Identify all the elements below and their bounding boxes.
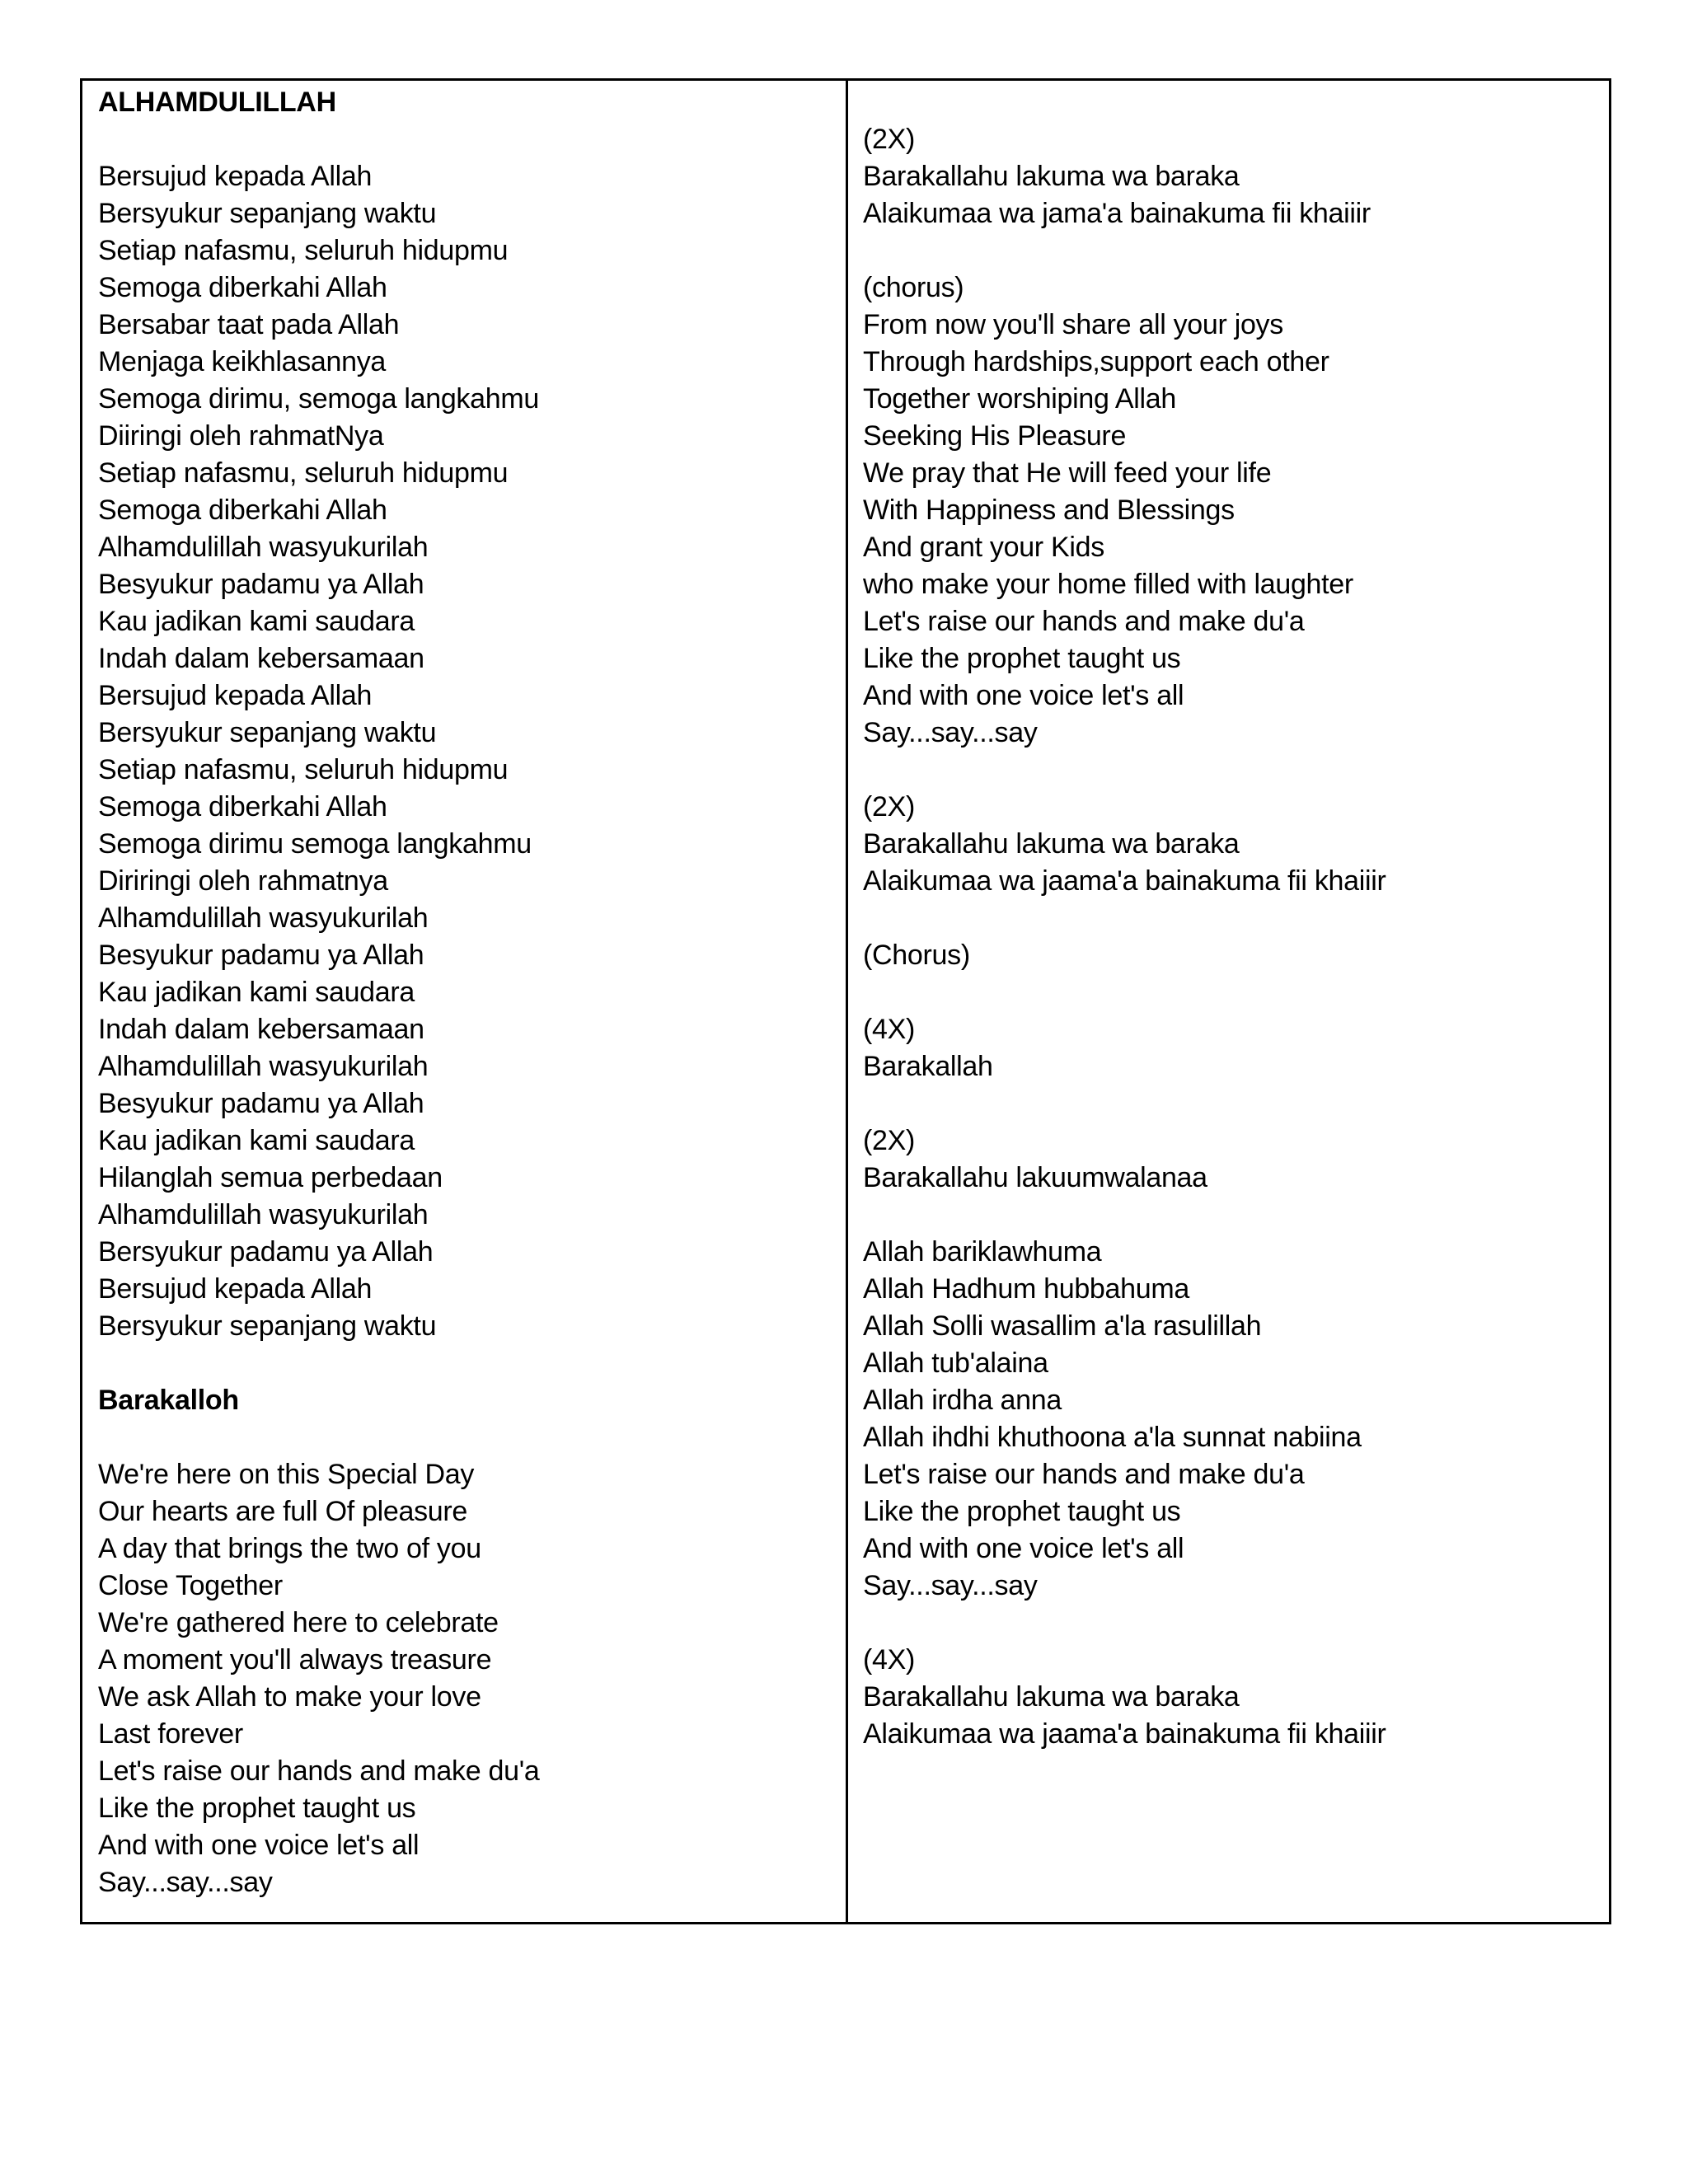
lyric-line: From now you'll share all your joys	[863, 309, 1283, 340]
lyric-line: Barakallahu lakuma wa baraka	[863, 1681, 1240, 1713]
lyric-line: Setiap nafasmu, seluruh hidupmu	[98, 457, 509, 489]
lyric-line: Semoga dirimu, semoga langkahmu	[98, 383, 539, 415]
lyric-line: (Chorus)	[863, 940, 970, 971]
lyric-line: Diiringi oleh rahmatNya	[98, 420, 384, 452]
lyric-line: Like the prophet taught us	[863, 1496, 1181, 1527]
blank-line	[863, 1605, 1601, 1642]
lyric-line: Let's raise our hands and make du'a	[863, 1459, 1305, 1490]
blank-line	[863, 974, 1601, 1011]
lyric-line: Alhamdulillah wasyukurilah	[98, 902, 429, 934]
lyric-line: Alaikumaa wa jama'a bainakuma fii khaiiir	[863, 198, 1371, 229]
lyric-line: Through hardships,support each other	[863, 346, 1329, 377]
lyric-line: And grant your Kids	[863, 532, 1104, 563]
lyric-line: Barakallahu lakuumwalanaa	[863, 1162, 1207, 1193]
lyric-line: Alhamdulillah wasyukurilah	[98, 1199, 429, 1230]
lyric-line: Bersyukur sepanjang waktu	[98, 1310, 437, 1342]
lyric-line: Kau jadikan kami saudara	[98, 1125, 415, 1156]
lyric-line: Bersujud kepada Allah	[98, 1273, 373, 1305]
lyric-line: (2X)	[863, 124, 916, 155]
lyric-line: And with one voice let's all	[863, 680, 1184, 711]
lyric-line: A day that brings the two of you	[98, 1533, 481, 1564]
lyric-line: (chorus)	[863, 272, 964, 303]
blank-line	[98, 121, 837, 158]
lyric-line: Bersujud kepada Allah	[98, 161, 373, 192]
lyric-line: And with one voice let's all	[863, 1533, 1184, 1564]
lyric-line: Menjaga keikhlasannya	[98, 346, 387, 377]
section-heading: Barakalloh	[98, 1385, 239, 1416]
lyrics-table	[80, 78, 1611, 1924]
lyric-line: Alaikumaa wa jaama'a bainakuma fii khaiiir	[863, 1718, 1386, 1750]
lyric-line: Alhamdulillah wasyukurilah	[98, 1051, 429, 1082]
lyric-line: Like the prophet taught us	[98, 1793, 416, 1824]
lyric-line: Alaikumaa wa jaama'a bainakuma fii khaiiir	[863, 865, 1386, 897]
lyric-line: Setiap nafasmu, seluruh hidupmu	[98, 235, 509, 266]
blank-line	[863, 84, 1601, 121]
lyric-line: Let's raise our hands and make du'a	[863, 606, 1305, 637]
lyric-line: (2X)	[863, 791, 916, 823]
lyric-line: A moment you'll always treasure	[98, 1644, 492, 1675]
lyric-line: Allah Hadhum hubbahuma	[863, 1273, 1190, 1305]
lyric-line: (4X)	[863, 1014, 916, 1045]
lyric-line: Kau jadikan kami saudara	[98, 977, 415, 1008]
blank-line	[863, 1085, 1601, 1122]
blank-line	[863, 232, 1601, 269]
lyric-line: We ask Allah to make your love	[98, 1681, 481, 1713]
lyric-line: Barakallahu lakuma wa baraka	[863, 161, 1240, 192]
lyric-line: Last forever	[98, 1718, 243, 1750]
lyric-line: Allah ihdhi khuthoona a'la sunnat nabiina	[863, 1422, 1362, 1453]
lyric-line: Semoga diberkahi Allah	[98, 494, 387, 526]
lyric-line: We're here on this Special Day	[98, 1459, 475, 1490]
lyric-line: Diriringi oleh rahmatnya	[98, 865, 388, 897]
lyric-line: Let's raise our hands and make du'a	[98, 1755, 540, 1787]
lyric-line: Semoga diberkahi Allah	[98, 272, 387, 303]
lyric-line: Setiap nafasmu, seluruh hidupmu	[98, 754, 509, 785]
lyric-line: Allah tub'alaina	[863, 1347, 1048, 1379]
right-column	[848, 81, 1609, 1922]
lyric-line: Together worshiping Allah	[863, 383, 1176, 415]
lyric-line: Say...say...say	[863, 717, 1038, 748]
lyric-line: Semoga diberkahi Allah	[98, 791, 387, 823]
lyric-line: Close Together	[98, 1570, 283, 1601]
lyric-line: Bersyukur padamu ya Allah	[98, 1236, 434, 1268]
blank-line	[98, 1419, 837, 1456]
lyric-line: Bersyukur sepanjang waktu	[98, 717, 437, 748]
lyric-line: Like the prophet taught us	[863, 643, 1181, 674]
lyric-line: Our hearts are full Of pleasure	[98, 1496, 468, 1527]
lyric-line: Bersyukur sepanjang waktu	[98, 198, 437, 229]
blank-line	[863, 900, 1601, 937]
lyric-line: With Happiness and Blessings	[863, 494, 1235, 526]
lyric-line: Besyukur padamu ya Allah	[98, 940, 424, 971]
lyric-line: Bersabar taat pada Allah	[98, 309, 400, 340]
lyric-line: Seeking His Pleasure	[863, 420, 1127, 452]
lyric-line: Barakallah	[863, 1051, 993, 1082]
blank-line	[863, 1197, 1601, 1234]
lyric-line: Indah dalam kebersamaan	[98, 1014, 424, 1045]
lyric-line: Allah bariklawhuma	[863, 1236, 1102, 1268]
left-column	[82, 81, 848, 1922]
lyric-line: Semoga dirimu semoga langkahmu	[98, 828, 532, 860]
lyric-line: Say...say...say	[98, 1867, 273, 1898]
lyric-line: Allah irdha anna	[863, 1385, 1062, 1416]
lyric-line: Besyukur padamu ya Allah	[98, 569, 424, 600]
lyric-line: Bersujud kepada Allah	[98, 680, 373, 711]
lyric-line: And with one voice let's all	[98, 1830, 420, 1861]
section-heading: ALHAMDULILLAH	[98, 87, 336, 118]
lyric-line: Barakallahu lakuma wa baraka	[863, 828, 1240, 860]
blank-line	[98, 1345, 837, 1382]
lyric-line: Say...say...say	[863, 1570, 1038, 1601]
lyric-line: (4X)	[863, 1644, 916, 1675]
lyric-line: (2X)	[863, 1125, 916, 1156]
lyric-line: Besyukur padamu ya Allah	[98, 1088, 424, 1119]
lyric-line: Kau jadikan kami saudara	[98, 606, 415, 637]
lyric-line: Indah dalam kebersamaan	[98, 643, 424, 674]
lyric-line: who make your home filled with laughter	[863, 569, 1353, 600]
lyric-line: Alhamdulillah wasyukurilah	[98, 532, 429, 563]
lyric-line: We're gathered here to celebrate	[98, 1607, 499, 1638]
lyric-line: Hilanglah semua perbedaan	[98, 1162, 443, 1193]
lyric-line: Allah Solli wasallim a'la rasulillah	[863, 1310, 1262, 1342]
blank-line	[863, 752, 1601, 789]
lyric-line: We pray that He will feed your life	[863, 457, 1272, 489]
